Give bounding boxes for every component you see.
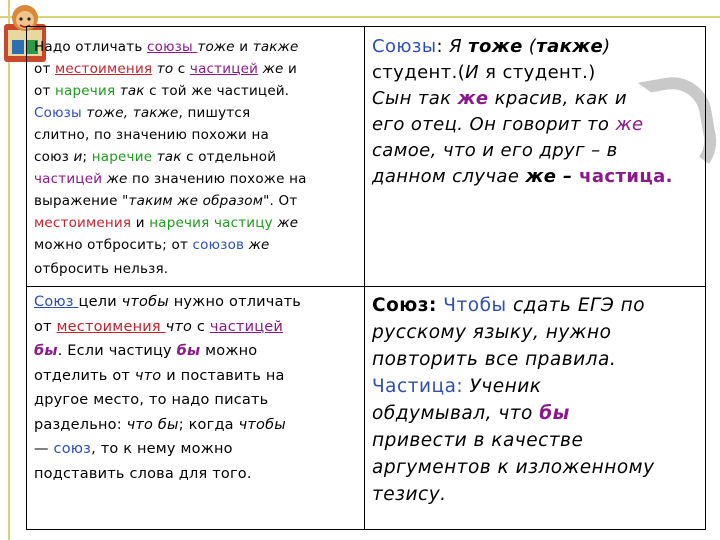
text-line: подставить слова для того.: [34, 465, 252, 482]
text-line: Надо отличать союзы тоже и также: [34, 39, 299, 55]
text-line: данном случае же – частица.: [372, 166, 673, 187]
text-line: Сын так же красив, как и: [372, 88, 628, 109]
rule-chtoby-cell: [34, 290, 360, 486]
text-line: тезису.: [372, 484, 447, 505]
rule-zhe-cell: [34, 36, 360, 256]
text-line: другое место, то надо писать: [34, 392, 269, 408]
rule-zhe-tail: [34, 258, 360, 280]
text-line: отбросить нельзя.: [34, 261, 169, 277]
text-line: Союзы: Я тоже (также): [372, 36, 611, 57]
text-line: Частица: Ученик: [372, 376, 542, 397]
text-line: Союз: Чтобы сдать ЕГЭ по: [372, 295, 646, 316]
text-line: повторить все правила.: [372, 349, 617, 370]
column-divider: [364, 26, 365, 530]
example-chtoby-cell: [372, 292, 704, 508]
row-divider: [26, 286, 706, 287]
text-line: аргументов к изложенному: [372, 457, 655, 478]
text-line: можно отбросить; от союзов же: [34, 237, 270, 253]
text-line: Союзы тоже, также, пишутся: [34, 105, 251, 121]
text-line: частицей же по значению похоже на: [34, 171, 307, 187]
example-zhe-cell: [372, 34, 704, 190]
text-line: — союз, то к нему можно: [34, 441, 233, 457]
text-line: отделить от что и поставить на: [34, 367, 285, 384]
text-line: его отец. Он говорит то же: [372, 114, 644, 135]
text-line: слитно, по значению похожи на: [34, 127, 270, 143]
text-line: обдумывал, что бы: [372, 403, 570, 424]
text-line: от местоимения то с частицей же и: [34, 61, 297, 77]
text-line: от наречия так с той же частицей.: [34, 83, 290, 99]
text-line: от местоимения что с частицей: [34, 318, 284, 335]
text-line: бы. Если частицу бы можно: [34, 343, 258, 359]
text-line: местоимения и наречия частицу же: [34, 215, 299, 231]
text-line: привести в качестве: [372, 430, 584, 451]
text-line: выражение "таким же образом". От: [34, 193, 298, 209]
text-line: раздельно: что бы; когда чтобы: [34, 416, 286, 433]
notebook-line-vertical: [8, 0, 10, 540]
text-line: самое, что и его друг – в: [372, 140, 618, 161]
text-line: союз и; наречие так с отдельной: [34, 149, 277, 165]
text-line: русскому языку, нужно: [372, 322, 612, 343]
text-line: студент.(И я студент.): [372, 62, 596, 83]
notebook-line-horizontal: [0, 16, 720, 18]
text-line: Союз цели чтобы нужно отличать: [34, 294, 302, 310]
